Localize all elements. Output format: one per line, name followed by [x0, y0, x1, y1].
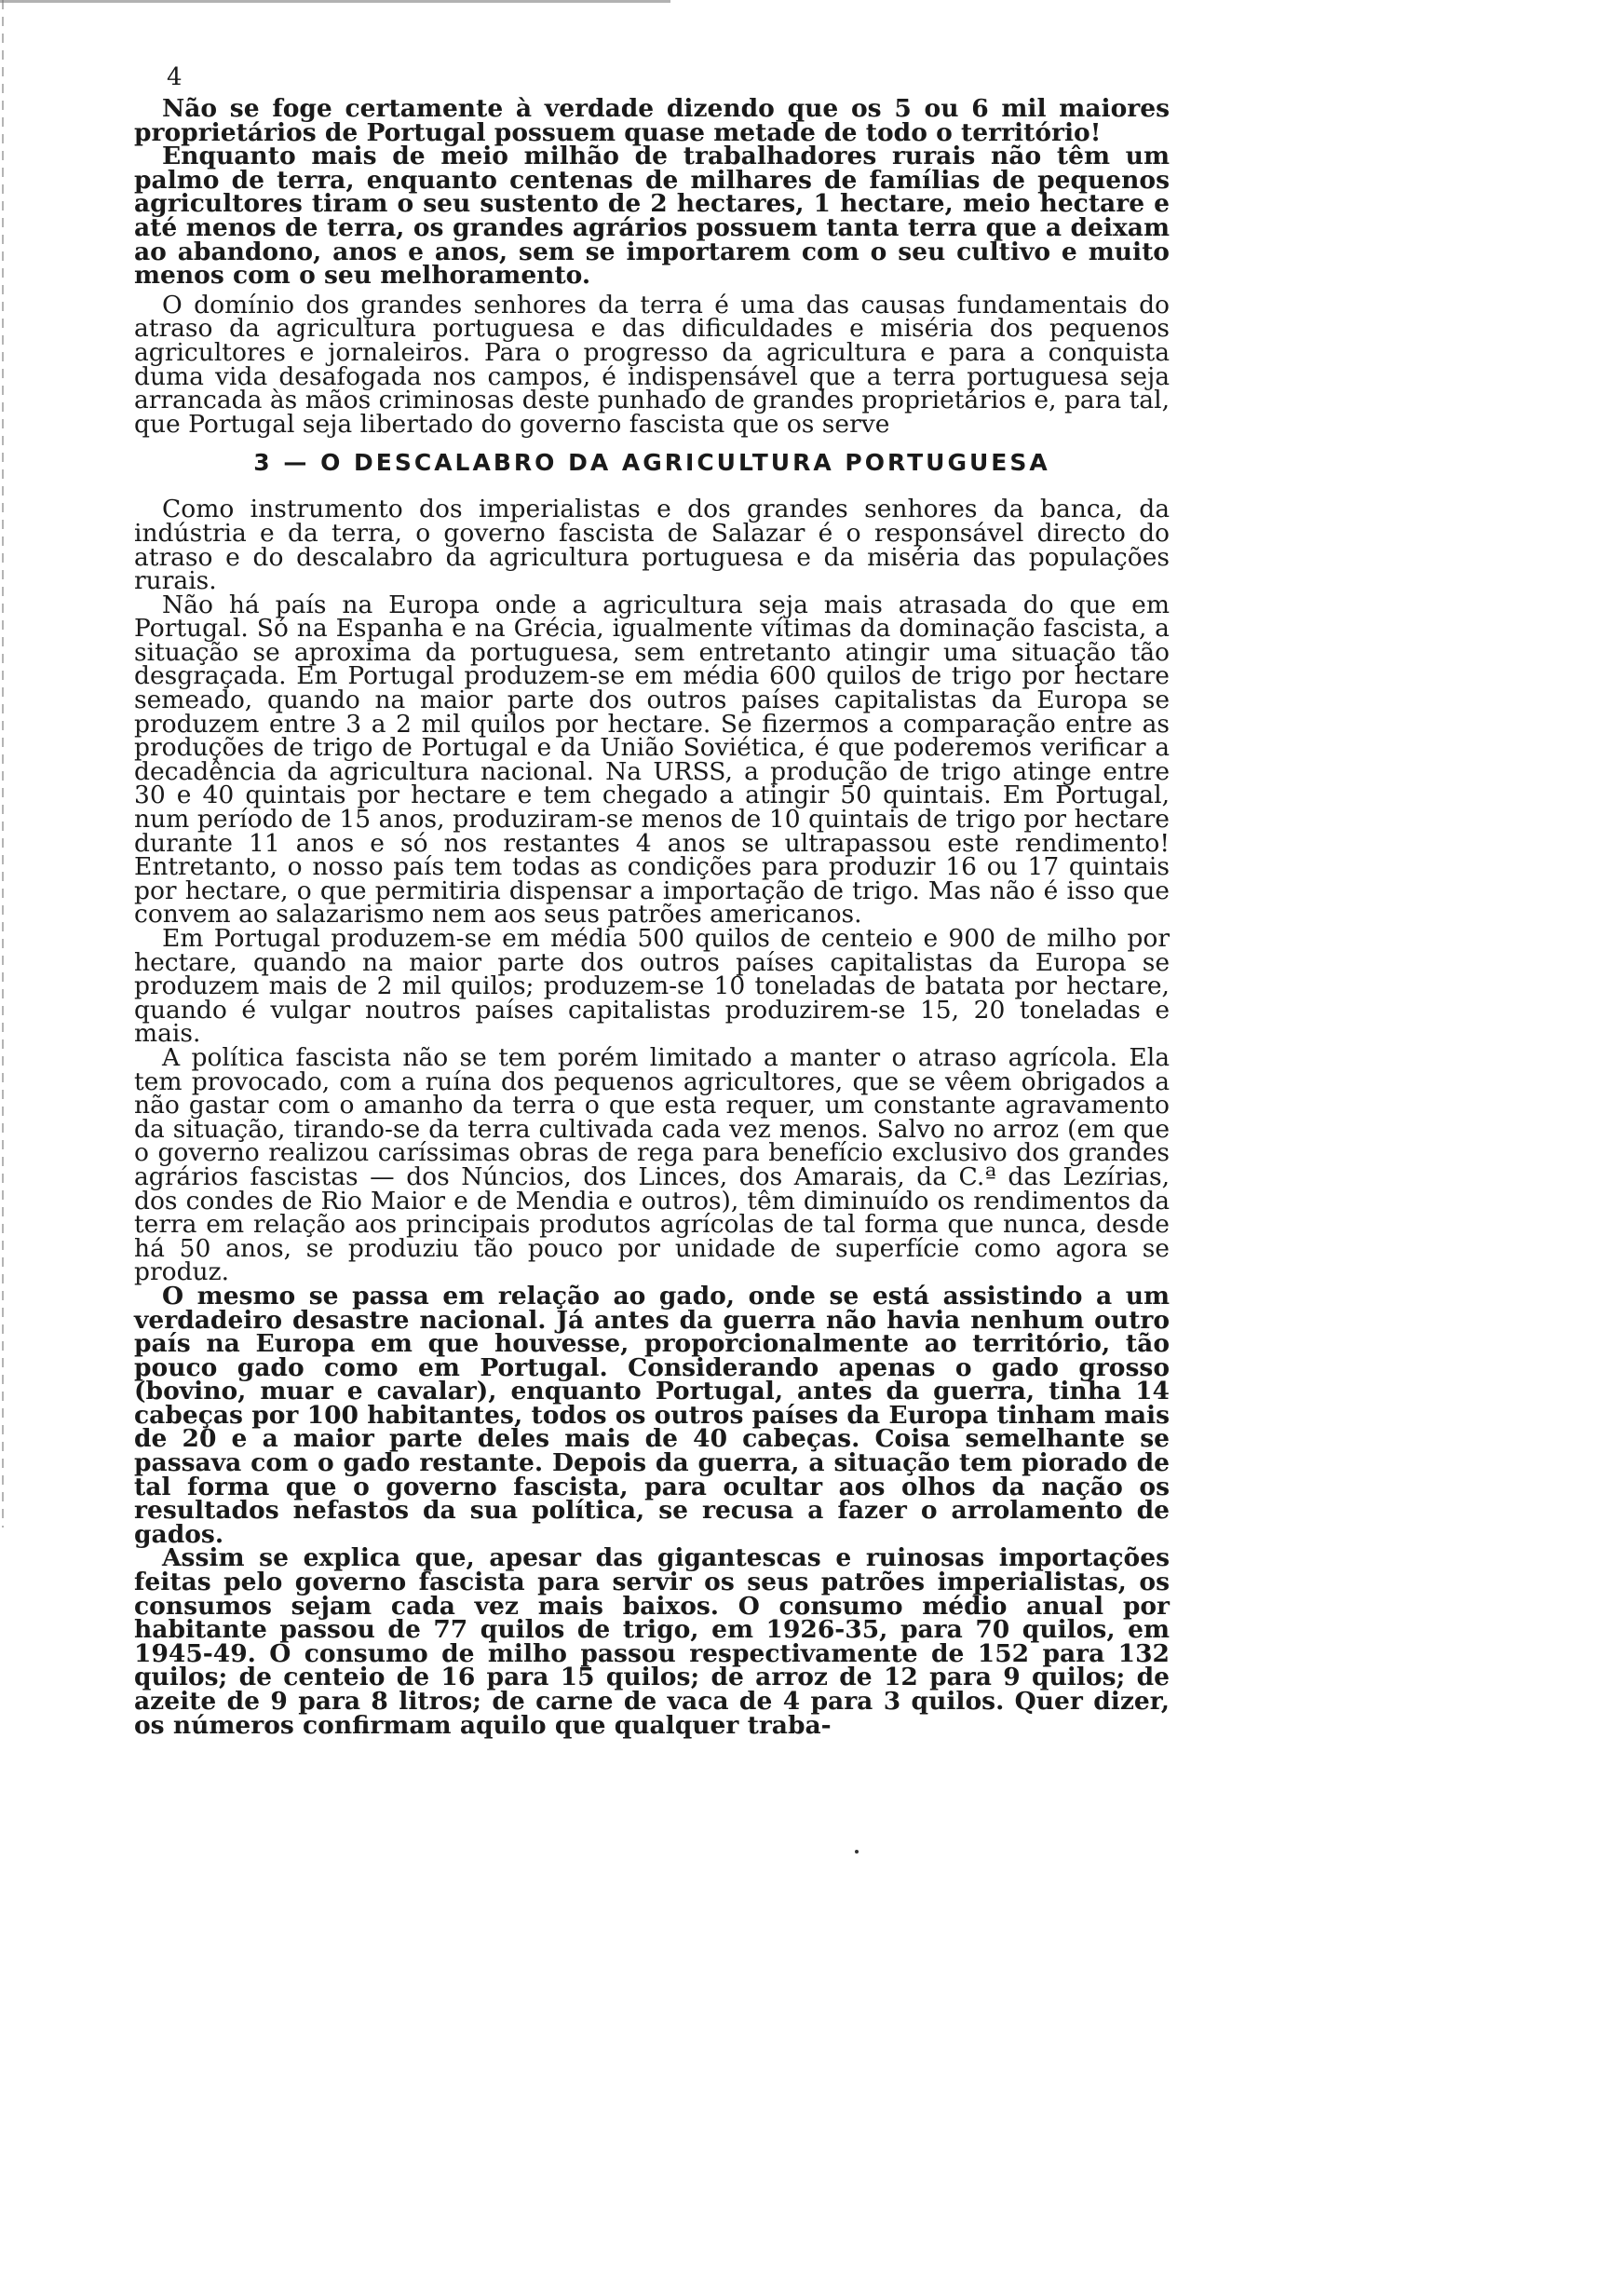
paragraph-domination: O domínio dos grandes senhores da terra é uma das causas fundamentais do atraso da agricultura portuguesa e das dificuldades e miséria dos pequenos agricultores e jornaleiros. Para o progresso da agricultura e para a conquista duma vida desafogada nos campos, é indispensável que a terra portuguesa seja arrancada às mãos criminosas deste punhado de grandes proprietários e, para tal, que Portugal seja libertado do governo fascista que os serve — [134, 290, 1170, 439]
stray-mark — [855, 1850, 859, 1854]
paragraph-landowners: Não se foge certamente à verdade dizendo que os 5 ou 6 mil maiores proprietários de Portugal possuem quase metade de todo o território! — [134, 94, 1170, 147]
left-edge-rule — [2, 0, 4, 1528]
page-body — [134, 94, 1170, 1740]
paragraph-rye-corn-potato: Em Portugal produzem-se em média 500 quilos de centeio e 900 de milho por hectare, quando na maior parte dos outros países capitalistas da Europa se produzem mais de 2 mil quilos; produzem-se 10 toneladas de batata por hectare, quando é vulgar noutros países capitalistas produzirem-se 15, 20 toneladas e mais. — [134, 924, 1170, 1049]
paragraph-fascist-policy: A política fascista não se tem porém limitado a manter o atraso agrícola. Ela tem provocado, com a ruína dos pequenos agricultores, que se vêem obrigados a não gastar com o amanho da terra o que esta requer, um constante agravamento da situação, tirando-se da terra cultivada cada vez menos. Salvo no arroz (em que o governo realizou caríssimas obras de rega para benefício exclusivo dos grandes agrários fascistas — dos Núncios, dos Linces, dos Amarais, da C.ª das Lezírias, dos condes de Rio Maior e de Mendia e outros), têm diminuído os rendimentos da terra em relação aos principais produtos agrícolas de tal forma que nunca, desde há 50 anos, se produziu tão pouco por unidade de superfície como agora se produz. — [134, 1042, 1170, 1287]
paragraph-consumption: Assim se explica que, apesar das gigantescas e ruinosas importações feitas pelo governo fascista para servir os seus patrões imperialistas, os consumos sejam cada vez mais baixos. O consumo médio anual por habitante passou de 77 quilos de trigo, em 1926-35, para 70 quilos, em 1945-49. O consumo de milho passou respectivamente de 152 para 132 quilos; de centeio de 16 para 15 quilos; de arroz de 12 para 9 quilos; de azeite de 9 para 8 litros; de carne de vaca de 4 para 3 quilos. Quer dizer, os números confirmam aquilo que qualquer traba- — [134, 1543, 1170, 1740]
paragraph-government-responsibility: Como instrumento dos imperialistas e dos grandes senhores da banca, da indústria e da terra, o governo fascista de Salazar é o responsável directo do atraso e do descalabro da agricultura portuguesa e da miséria das populações rurais. — [134, 495, 1170, 596]
paragraph-rural-workers: Enquanto mais de meio milhão de trabalhadores rurais não têm um palmo de terra, enquanto centenas de milhares de famílias de pequenos agricultores tiram o seu sustento de 2 hectares, 1 hectare, meio hectare e até menos de terra, os grandes agrários possuem tanta terra que a deixam ao abandono, anos e anos, sem se importarem com o seu cultivo e muito menos com o seu melhoramento. — [134, 142, 1170, 291]
paragraph-wheat-production: Não há país na Europa onde a agricultura seja mais atrasada do que em Portugal. Só na Espanha e na Grécia, igualmente vítimas da dominação fascista, a situação se aproxima da portuguesa, sem entretanto atingir uma situação tão desgraçada. Em Portugal produzem-se em média 600 quilos de trigo por hectare semeado, quando na maior parte dos outros países capitalistas da Europa se produzem entre 3 a 2 mil quilos por hectare. Se fizermos a comparação entre as produções de trigo de Portugal e da União Soviética, é que poderemos verificar a decadência da agricultura nacional. Na URSS, a produção de trigo atinge entre 30 e 40 quintais por hectare e tem chegado a atingir 50 quintais. Em Portugal, num período de 15 anos, produziram-se menos de 10 quintais de trigo por hectare durante 11 anos e só nos restantes 4 anos se ultrapassou este rendimento! Entretanto, o nosso país tem todas as condições para produzir 16 ou 17 quintais por hectare, o que permitiria dispensar a importação de trigo. Mas não é isso que convem ao salazarismo nem aos seus patrões americanos. — [134, 590, 1170, 930]
paragraph-livestock: O mesmo se passa em relação ao gado, onde se está assistindo a um verdadeiro desastre nacional. Já antes da guerra não havia nenhum outro país na Europa em que houvesse, proporcionalmente ao território, tão pouco gado como em Portugal. Considerando apenas o gado grosso (bovino, muar e cavalar), enquanto Portugal, antes da guerra, tinha 14 cabeças por 100 habitantes, todos os outros países da Europa tinham mais de 20 e a maior parte deles mais de 40 cabeças. Coisa semelhante se passava com o gado restante. Depois da guerra, a situação tem piorado de tal forma que o governo fascista, para ocultar aos olhos da nação os resultados nefastos da sua política, se recusa a fazer o arrolamento de gados. — [134, 1281, 1170, 1549]
top-edge-rule — [0, 0, 670, 3]
page-number: 4 — [167, 63, 183, 91]
section-heading: 3 — O DESCALABRO DA AGRICULTURA PORTUGUESA — [253, 449, 1050, 477]
